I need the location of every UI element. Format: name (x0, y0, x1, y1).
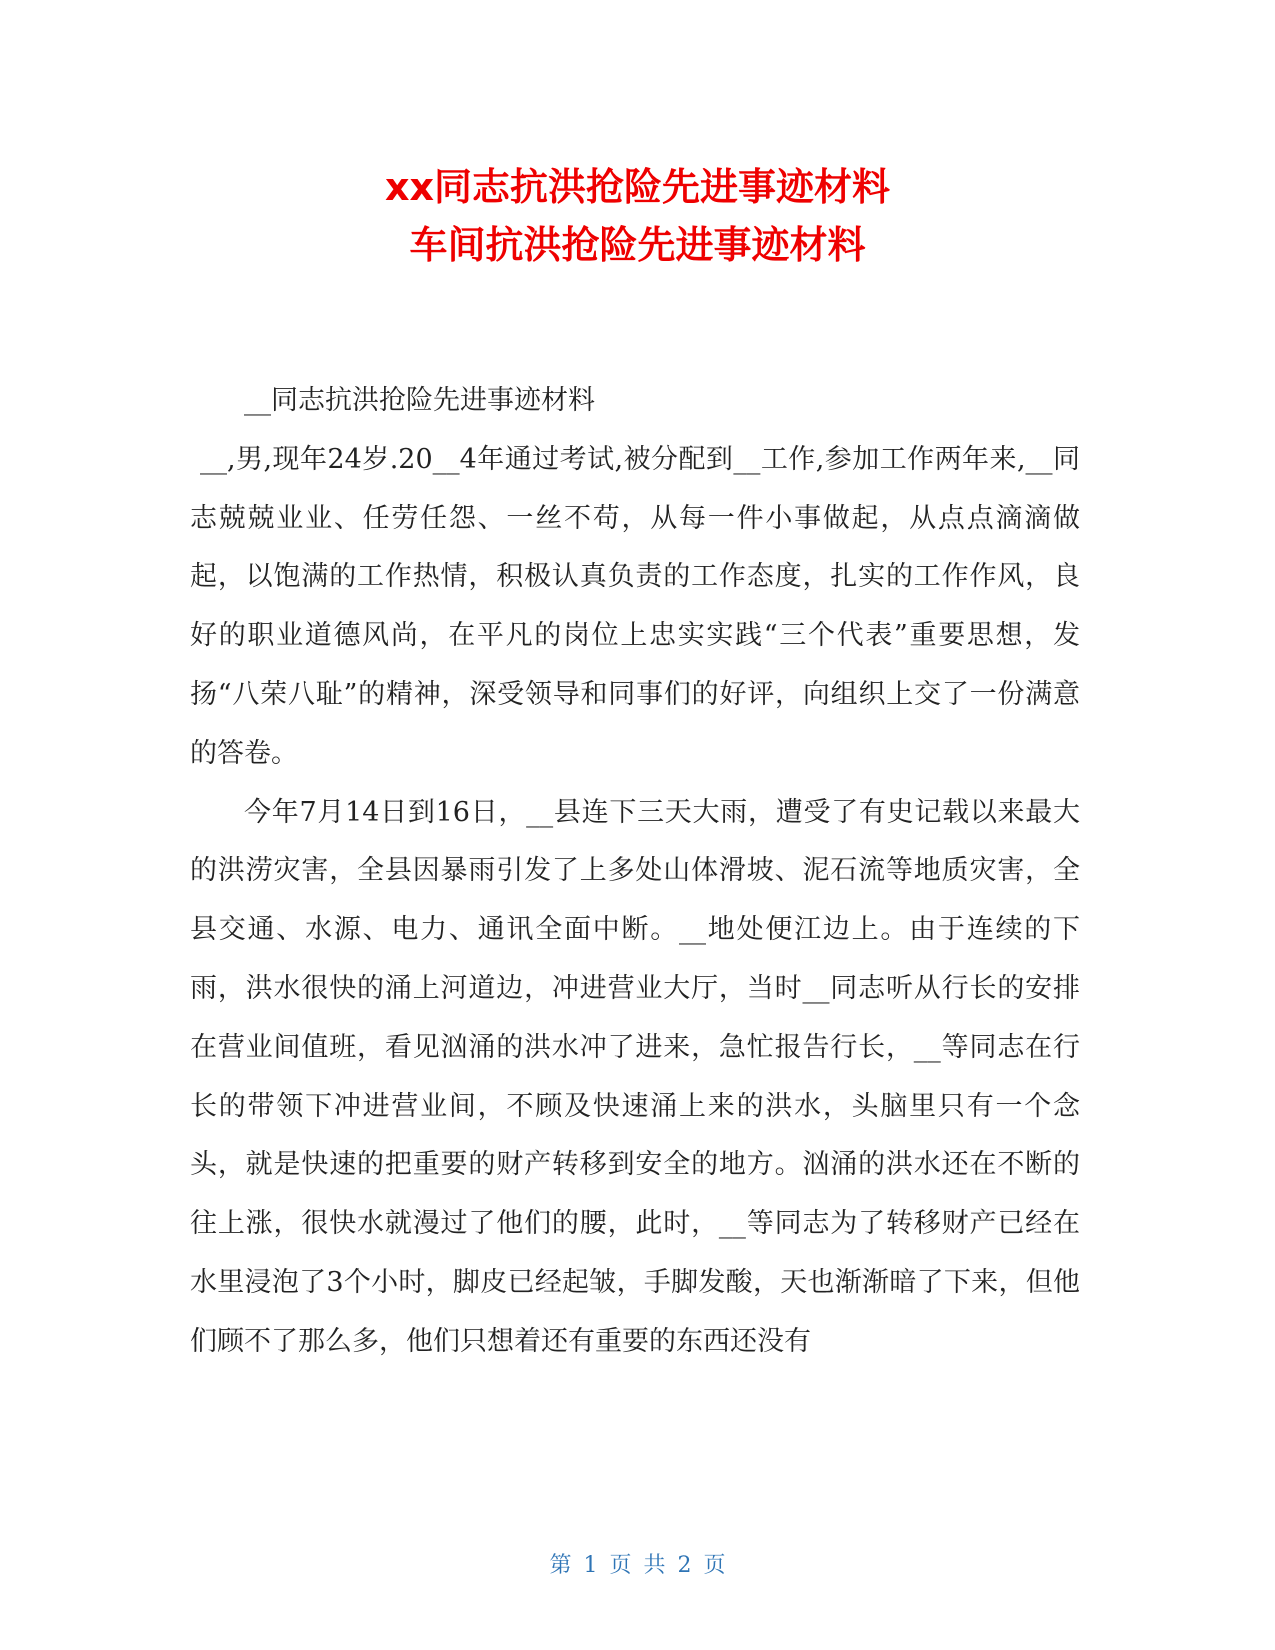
document-title (0, 158, 1275, 274)
footer-label-page: 第 (549, 1553, 572, 1578)
footer-label-total: 共 (643, 1553, 666, 1578)
title-line-2: 车间抗洪抢险先进事迹材料 (409, 223, 866, 267)
page-footer (0, 1548, 1275, 1579)
document-body (190, 372, 1080, 1372)
footer-current-page: 1 (583, 1553, 598, 1578)
title-line-1: xx同志抗洪抢险先进事迹材料 (384, 165, 891, 209)
paragraph-2: 今年7月14日到16日，__县连下三天大雨，遭受了有史记载以来最大的洪涝灾害，全县因暴雨引发了上多处山体滑坡、泥石流等地质灾害，全县交通、水源、电力、通讯全面中断。__地处便江边上。由于连续的下雨，洪水很快的涌上河道边，冲进营业大厅，当时__同志听从行长的安排在营业间值班，看见汹涌的洪水冲了进来，急忙报告行长，__等同志在行长的带领下冲进营业间，不顾及快速涌上来的洪水，头脑里只有一个念头，就是快速的把重要的财产转移到安全的地方。汹涌的洪水还在不断的往上涨，很快水就漫过了他们的腰，此时，__等同志为了转移财产已经在水里浸泡了3个小时，脚皮已经起皱，手脚发酸，天也渐渐暗了下来，但他们顾不了那么多，他们只想着还有重要的东西还没有 (190, 796, 1080, 1357)
footer-total-pages: 2 (677, 1553, 692, 1578)
body-subtitle: __同志抗洪抢险先进事迹材料 (244, 385, 595, 416)
footer-label-total-unit: 页 (703, 1553, 726, 1578)
paragraph-1: __,男,现年24岁.20__4年通过考试,被分配到__工作,参加工作两年来,__同志兢兢业业、任劳任怨、一丝不苟，从每一件小事做起，从点点滴滴做起，以饱满的工作热情，积极认真负责的工作态度，扎实的工作作风，良好的职业道德风尚，在平凡的岗位上忠实实践“三个代表”重要思想，发扬“八荣八耻”的精神，深受领导和同事们的好评，向组织上交了一份满意的答卷。 (190, 443, 1080, 769)
footer-label-page-unit: 页 (609, 1553, 632, 1578)
